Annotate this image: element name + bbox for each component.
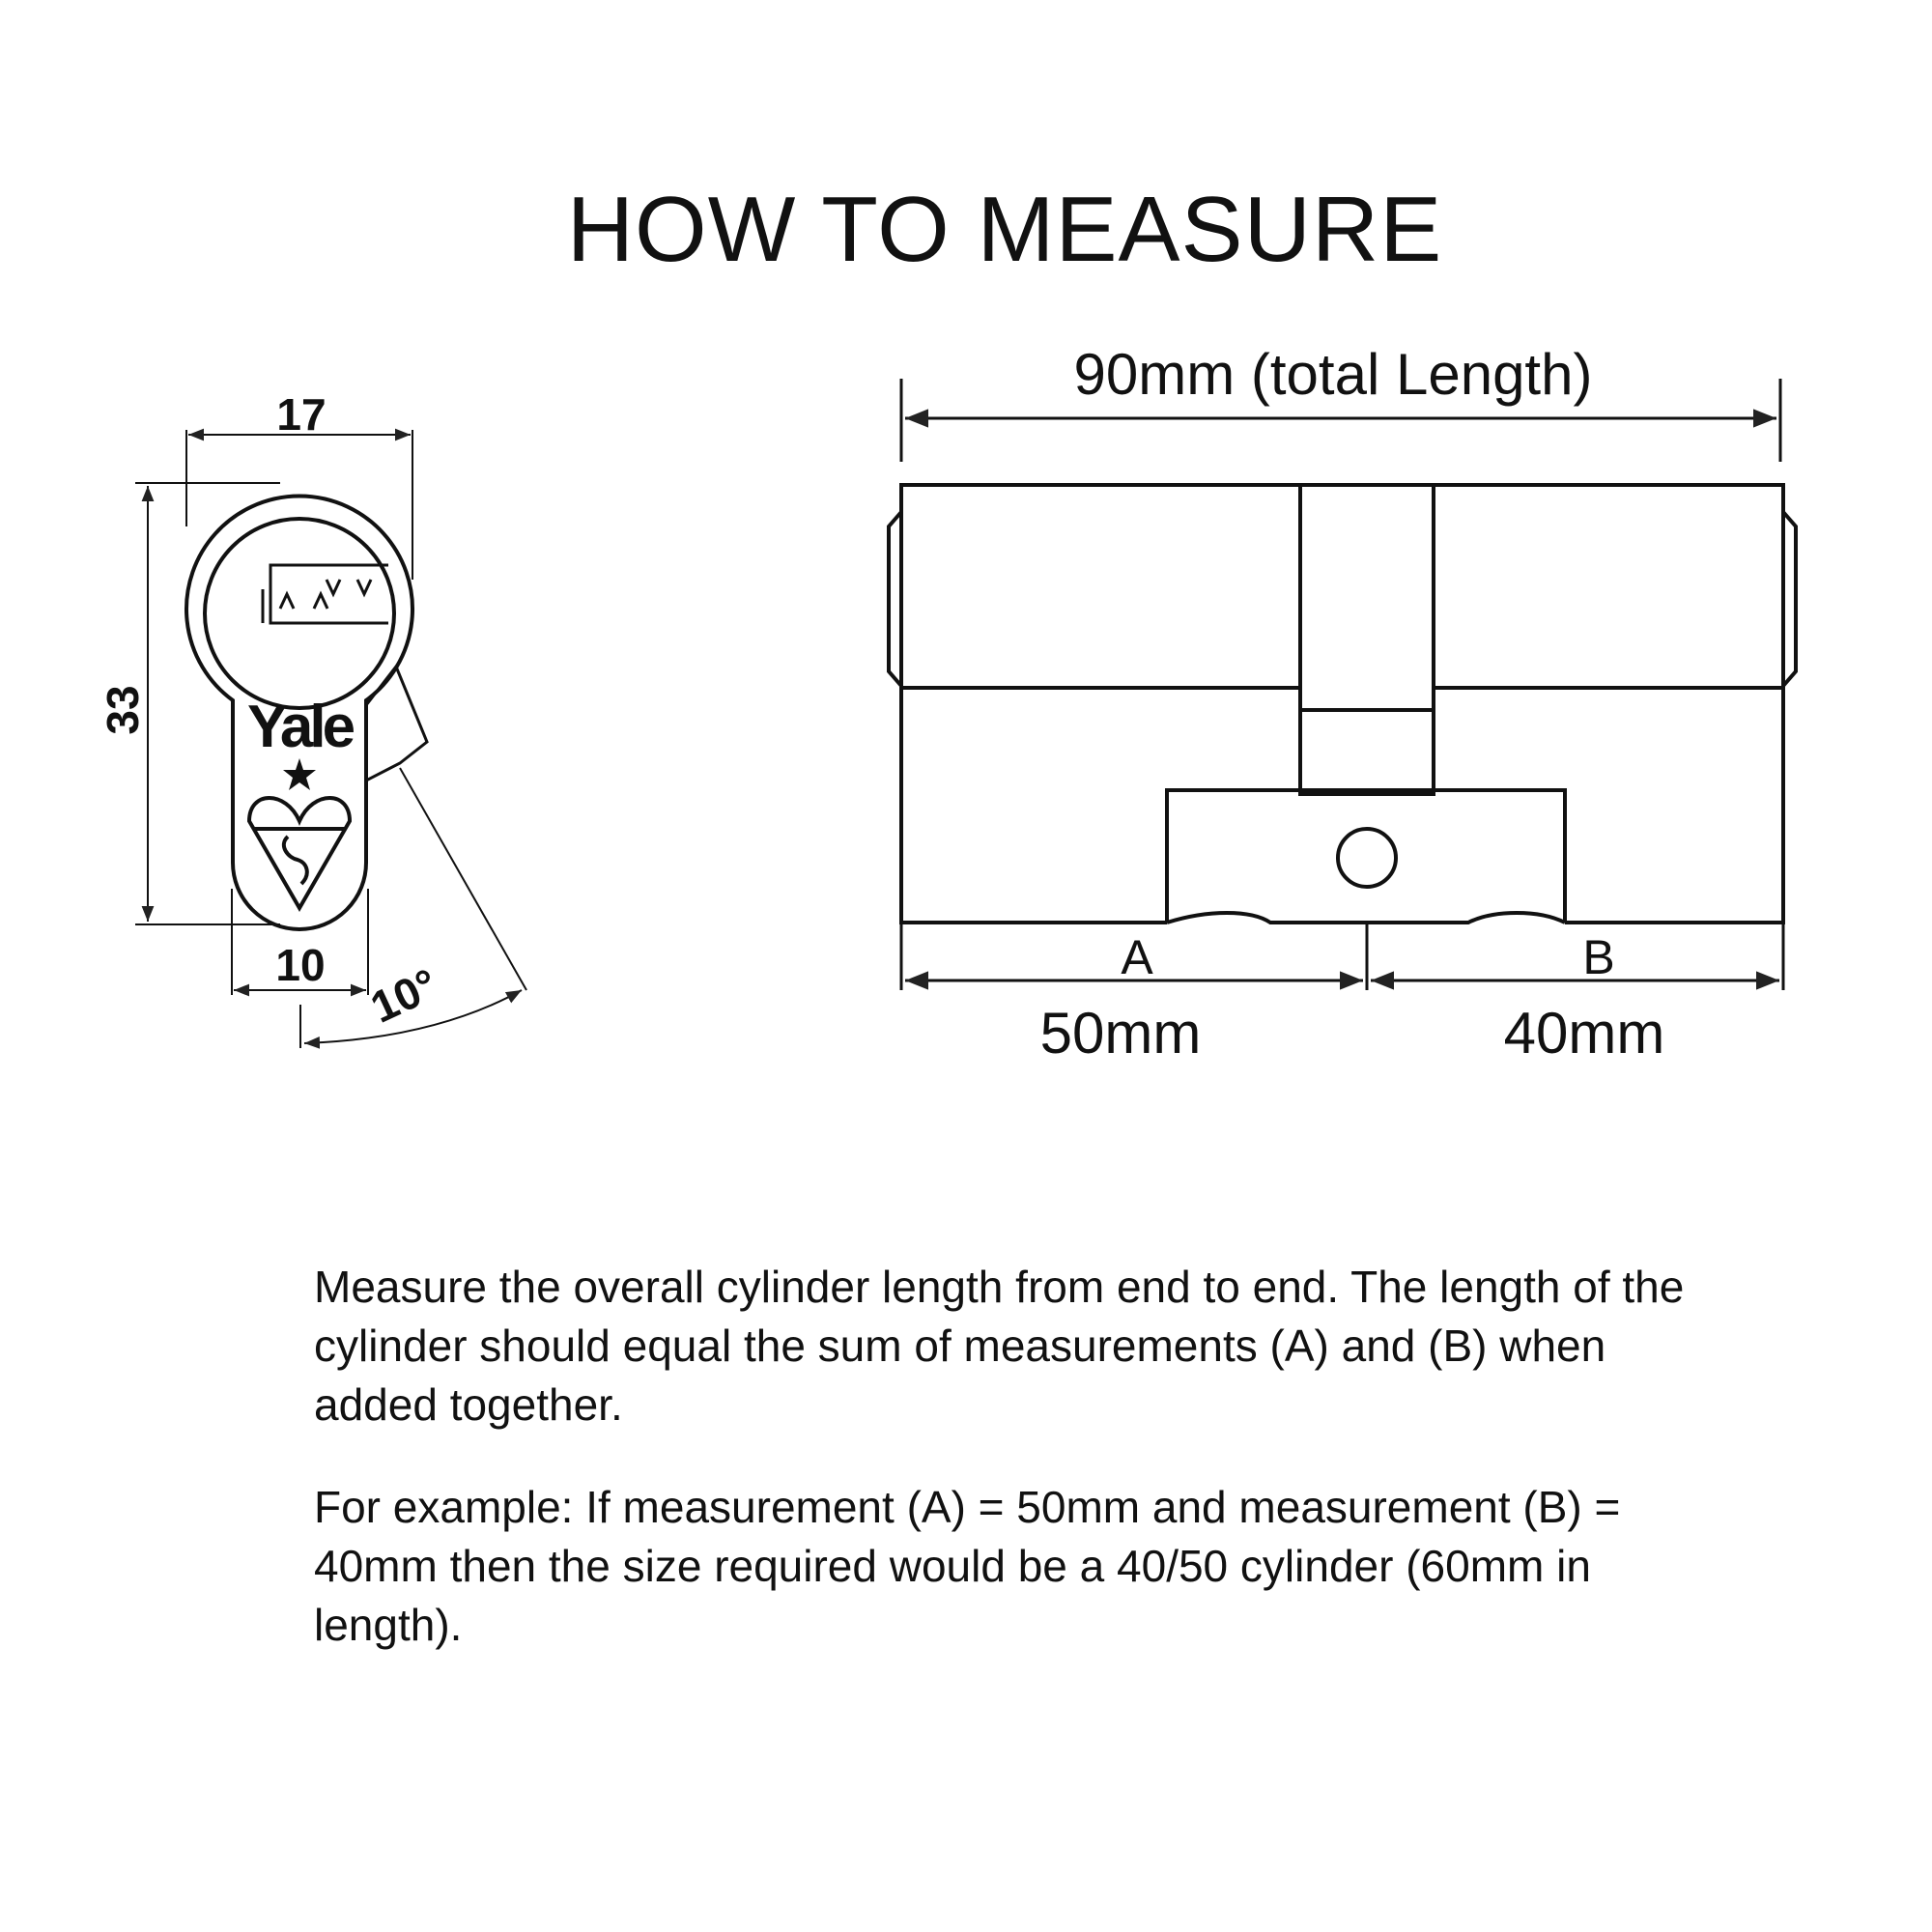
- height-33-label: 33: [98, 685, 148, 735]
- cylinder-side-view: [889, 379, 1796, 990]
- width-17-label: 17: [276, 389, 327, 440]
- cam-slot: [1300, 710, 1434, 794]
- segment-a-letter: A: [1121, 930, 1153, 984]
- star-icon: [283, 758, 316, 790]
- segment-b-label: 40mm: [1503, 1001, 1665, 1065]
- segment-b-letter: B: [1582, 930, 1615, 984]
- width-10-label: 10: [275, 940, 326, 990]
- segment-a-label: 50mm: [1039, 1001, 1202, 1065]
- fixing-plate: [1167, 790, 1565, 923]
- instruction-paragraph-1: Measure the overall cylinder length from end to end. The length of the cylinder should equal the sum of measurements (A) and (B) when added together.: [314, 1262, 1685, 1430]
- key-slot-icon: [263, 565, 388, 623]
- total-length-label: 90mm (total Length): [1073, 342, 1593, 407]
- cam-icon: [366, 667, 427, 781]
- yale-logo: Yale: [246, 694, 353, 760]
- angle-10-label: 10°: [362, 958, 445, 1033]
- plug-circle: [205, 519, 394, 708]
- kitemark-icon: [249, 798, 350, 908]
- page-title: HOW TO MEASURE: [566, 178, 1443, 281]
- fixing-screw-hole: [1338, 829, 1396, 887]
- instruction-paragraph-2: For example: If measurement (A) = 50mm and measurement (B) = 40mm then the size required would be a 40/50 cylinder (60mm in length).: [314, 1482, 1621, 1650]
